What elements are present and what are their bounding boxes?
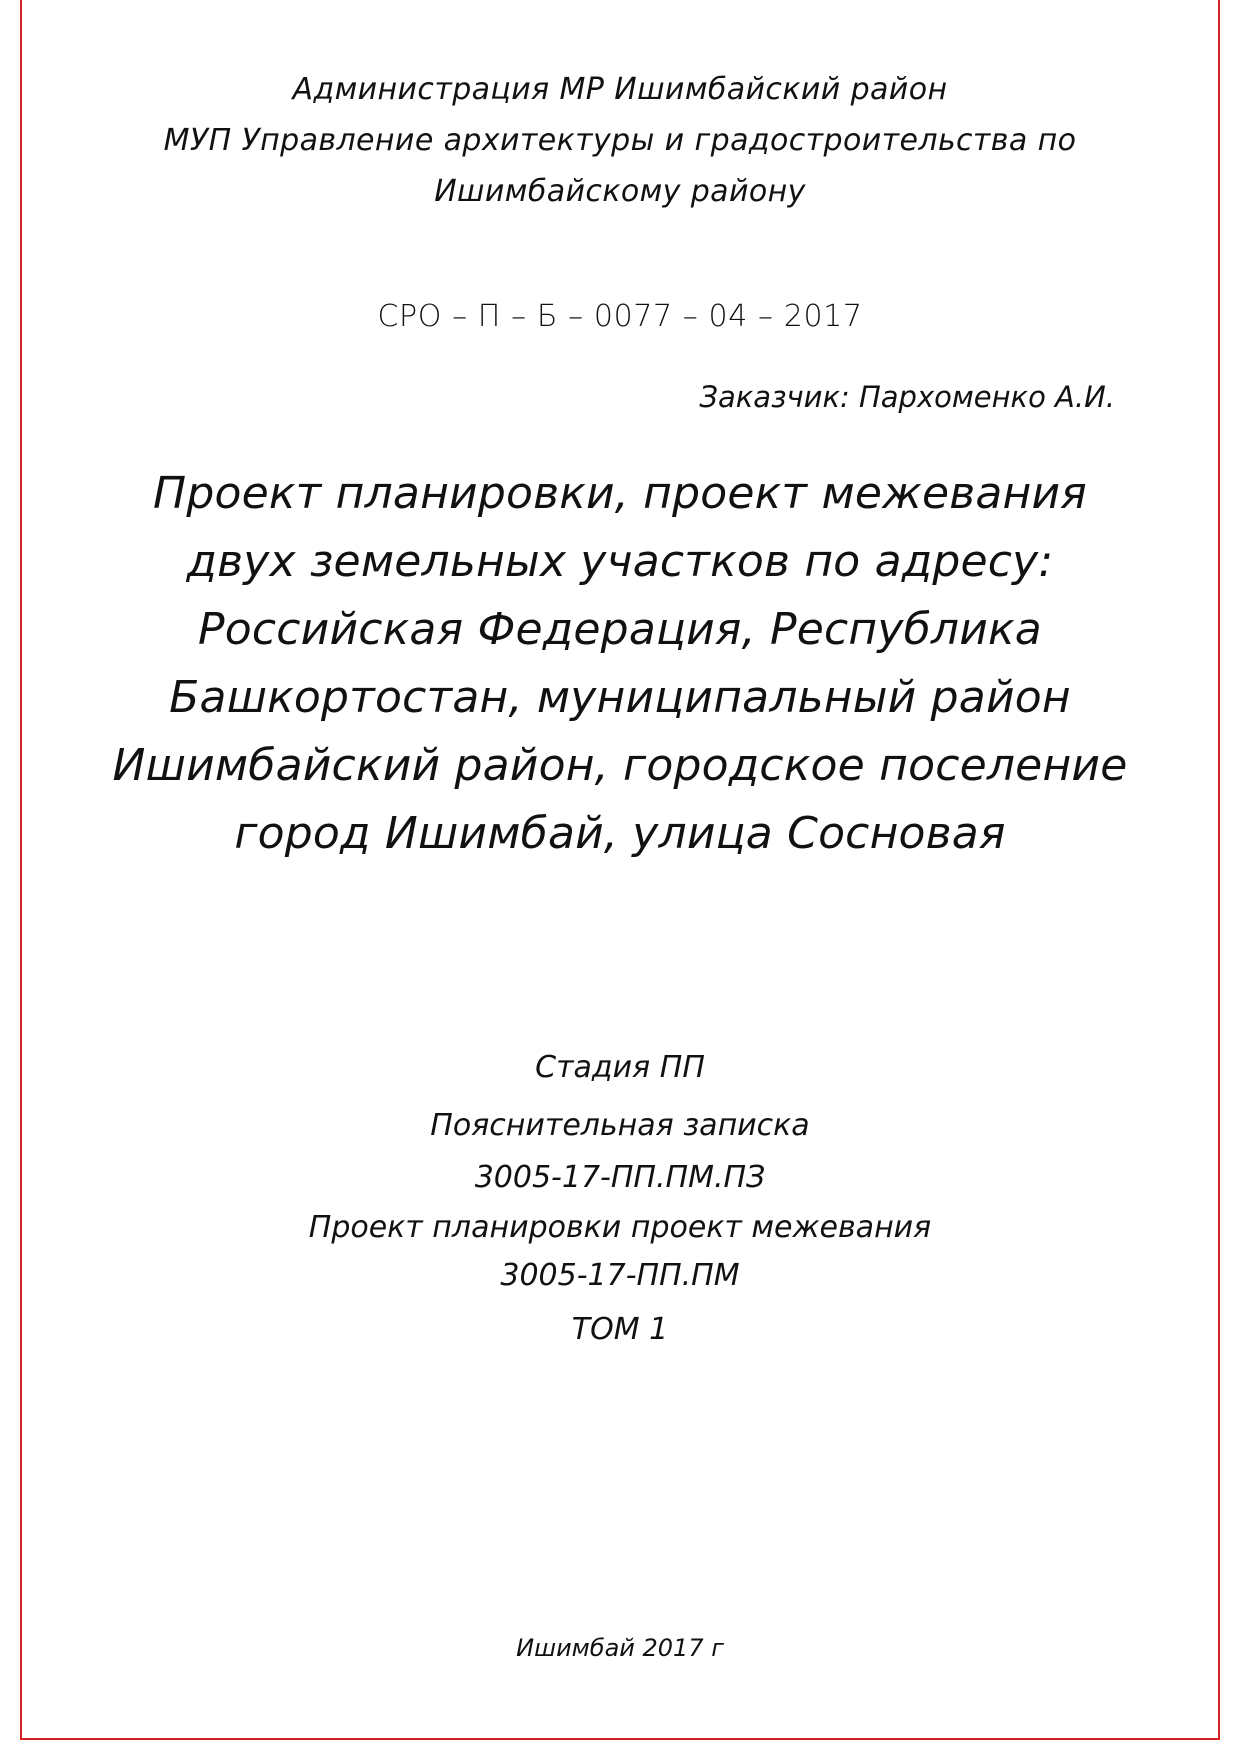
project-subtitle: Проект планировки проект межевания [308, 1210, 932, 1245]
project-title-line-4: Башкортостан, муниципальный район [169, 672, 1071, 723]
project-title-line-5: Ишимбайский район, городское поселение [112, 740, 1128, 791]
project-title-line-3: Российская Федерация, Республика [198, 604, 1042, 655]
volume-label: ТОМ 1 [571, 1312, 669, 1347]
project-title-line-1: Проект планировки, проект межевания [153, 468, 1087, 519]
project-title-line-6: город Ишимбай, улица Сосновая [234, 808, 1006, 859]
customer-name: Заказчик: Пархоменко А.И. [699, 380, 1115, 414]
header-organization-line-2: МУП Управление архитектуры и градостроительства по [163, 123, 1077, 158]
page-frame [20, 0, 1220, 1740]
stage-label: Стадия ПП [535, 1050, 705, 1085]
explanatory-note-code: 3005-17-ПП.ПМ.ПЗ [474, 1160, 766, 1195]
sro-code: СРО – П – Б – 0077 – 04 – 2017 [377, 299, 863, 334]
explanatory-note-title: Пояснительная записка [430, 1108, 810, 1143]
place-and-year: Ишимбай 2017 г [516, 1634, 724, 1662]
header-organization-line-1: Администрация МР Ишимбайский район [292, 72, 948, 107]
project-title-line-2: двух земельных участков по адресу: [186, 536, 1054, 587]
project-code: 3005-17-ПП.ПМ [500, 1258, 740, 1293]
header-organization-line-3: Ишимбайскому району [434, 174, 806, 209]
